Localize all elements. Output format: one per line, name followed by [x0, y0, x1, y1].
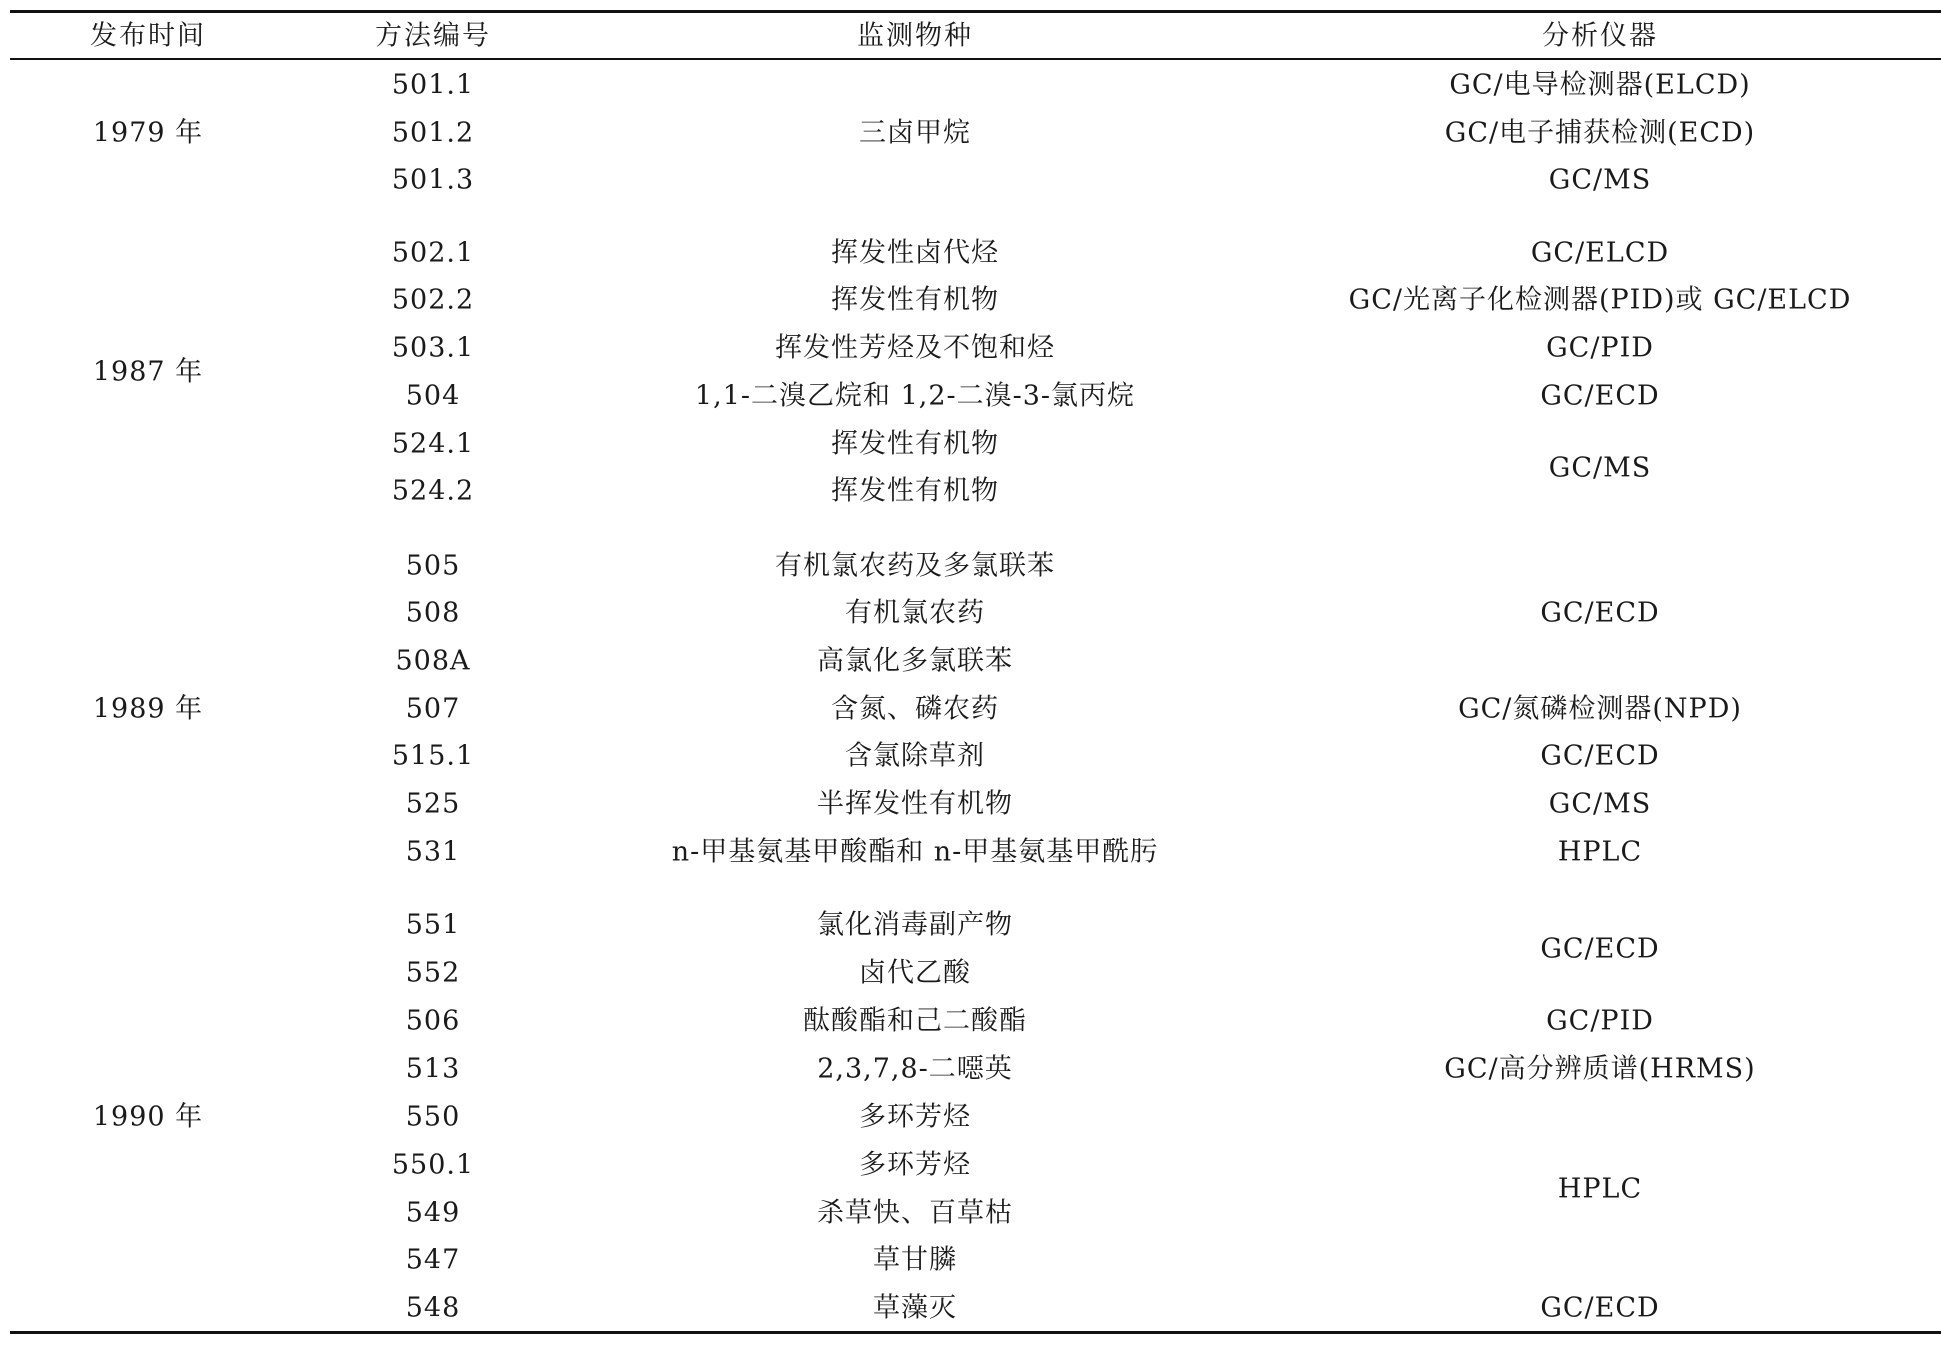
table-bottom-rule — [10, 1331, 1941, 1334]
instrument-cell: GC/PID — [1546, 332, 1654, 364]
species-cell: 挥发性有机物 — [831, 428, 999, 460]
method-cell: 549 — [405, 1197, 461, 1229]
method-cell: 508A — [395, 645, 471, 677]
instrument-cell: GC/ELCD — [1530, 237, 1670, 269]
instrument-cell: GC/PID — [1546, 1005, 1654, 1037]
species-cell: 三卤甲烷 — [859, 117, 971, 149]
instrument-cell: GC/MS — [1548, 164, 1652, 196]
instrument-cell: GC/ECD — [1540, 740, 1660, 772]
method-cell: 550 — [405, 1101, 461, 1133]
species-cell: 氯化消毒副产物 — [817, 909, 1013, 941]
species-cell: 挥发性芳烃及不饱和烃 — [775, 332, 1055, 364]
instrument-cell: GC/高分辨质谱(HRMS) — [1444, 1053, 1756, 1085]
method-cell: 531 — [405, 836, 461, 868]
method-cell: 502.1 — [391, 237, 475, 269]
species-cell: 挥发性卤代烃 — [831, 237, 999, 269]
method-cell: 501.2 — [391, 117, 475, 149]
method-cell: 515.1 — [391, 740, 475, 772]
header-instrument: 分析仪器 — [1542, 20, 1658, 52]
method-cell: 525 — [405, 788, 461, 820]
species-cell: 高氯化多氯联苯 — [817, 645, 1013, 677]
year-cell: 1987 年 — [92, 356, 204, 388]
method-cell: 502.2 — [391, 284, 475, 316]
method-cell: 506 — [405, 1005, 461, 1037]
year-cell: 1989 年 — [92, 693, 204, 725]
species-cell: 1,1-二溴乙烷和 1,2-二溴-3-氯丙烷 — [694, 380, 1136, 412]
method-cell: 505 — [405, 550, 461, 582]
method-cell: 513 — [405, 1053, 461, 1085]
instrument-cell: GC/ECD — [1540, 597, 1660, 629]
species-cell: 卤代乙酸 — [859, 957, 971, 989]
method-cell: 551 — [405, 909, 461, 941]
species-cell: 杀草快、百草枯 — [817, 1197, 1013, 1229]
instrument-cell: GC/光离子化检测器(PID)或 GC/ELCD — [1348, 284, 1852, 316]
year-cell: 1979 年 — [92, 117, 204, 148]
species-cell: 草甘膦 — [873, 1244, 957, 1276]
header-species: 监测物种 — [857, 20, 973, 52]
instrument-cell: GC/电导检测器(ELCD) — [1449, 69, 1751, 101]
instrument-cell: GC/ECD — [1540, 1292, 1660, 1324]
method-cell: 524.2 — [391, 475, 475, 507]
species-cell: n-甲基氨基甲酸酯和 n-甲基氨基甲酰肟 — [671, 836, 1159, 868]
instrument-cell: HPLC — [1557, 836, 1643, 868]
header-year: 发布时间 — [90, 20, 206, 52]
header-rule — [10, 58, 1941, 60]
method-cell: 507 — [405, 693, 461, 725]
species-cell: 挥发性有机物 — [831, 284, 999, 316]
table-top-rule — [10, 10, 1941, 13]
instrument-merged-cell: HPLC — [1557, 1173, 1643, 1204]
method-cell: 501.3 — [391, 164, 475, 196]
method-cell: 548 — [405, 1292, 461, 1324]
species-cell: 含氮、磷农药 — [831, 693, 999, 725]
instrument-cell: GC/电子捕获检测(ECD) — [1444, 117, 1756, 149]
instrument-merged-cell: GC/ECD — [1540, 933, 1660, 965]
species-cell: 草藻灭 — [873, 1292, 957, 1324]
species-cell: 多环芳烃 — [859, 1101, 971, 1133]
species-cell: 2,3,7,8-二噁英 — [817, 1053, 1013, 1085]
species-cell: 多环芳烃 — [859, 1149, 971, 1181]
instrument-merged-cell: GC/MS — [1548, 452, 1652, 483]
instrument-cell: GC/MS — [1548, 788, 1652, 820]
species-cell: 酞酸酯和己二酸酯 — [803, 1005, 1027, 1037]
method-cell: 550.1 — [391, 1149, 475, 1181]
method-cell: 503.1 — [391, 332, 475, 364]
method-cell: 501.1 — [391, 69, 475, 101]
instrument-cell: GC/ECD — [1540, 380, 1660, 412]
species-cell: 挥发性有机物 — [831, 475, 999, 507]
method-cell: 524.1 — [391, 428, 475, 460]
instrument-cell: GC/氮磷检测器(NPD) — [1458, 693, 1742, 725]
method-cell: 552 — [405, 957, 461, 989]
method-cell: 504 — [405, 380, 461, 412]
species-cell: 有机氯农药 — [845, 597, 985, 629]
method-cell: 508 — [405, 597, 461, 629]
method-cell: 547 — [405, 1244, 461, 1276]
species-cell: 含氯除草剂 — [845, 740, 985, 772]
header-method: 方法编号 — [375, 20, 491, 52]
species-cell: 半挥发性有机物 — [817, 788, 1013, 820]
species-cell: 有机氯农药及多氯联苯 — [775, 550, 1055, 582]
year-cell: 1990 年 — [92, 1101, 204, 1132]
